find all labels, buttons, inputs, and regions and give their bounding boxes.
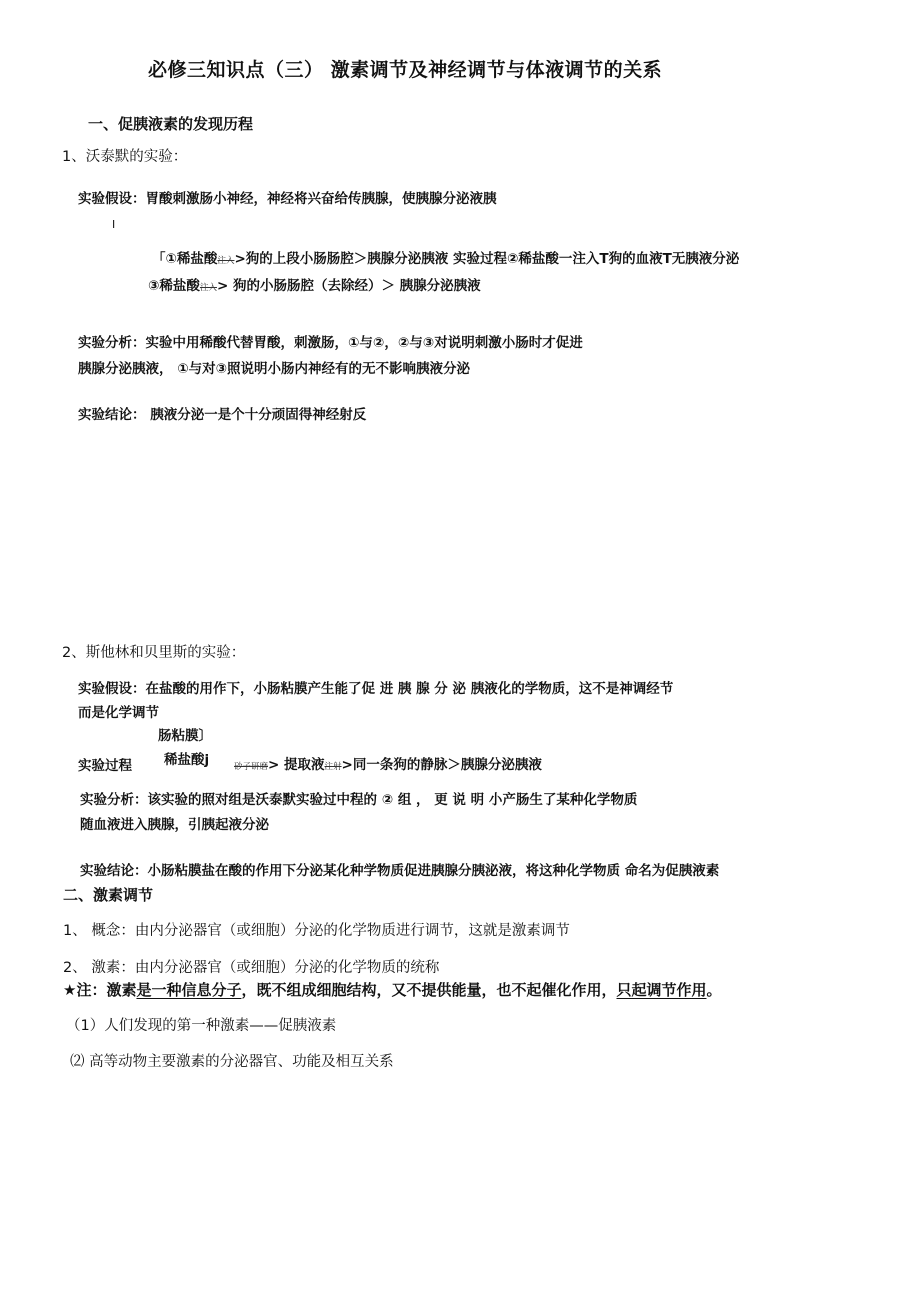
experiment-2-hypothesis-line-2: 而是化学调节 (78, 705, 159, 721)
section-2-heading: 二、激素调节 (63, 886, 154, 904)
subitem-1: （1）人们发现的第一种激素——促胰液素 (66, 1018, 337, 1034)
experiment-2-conclusion: 实验结论：小肠粘膜盐在酸的作用下分泌某化种学物质促进胰腺分胰泌液，将这种化学物质 命名为促胰液素 (80, 863, 720, 879)
process-b-rest: > 狗的小肠肠腔（去除经）＞ 胰腺分泌胰液 (216, 278, 481, 294)
experiment-2-heading: 2、斯他林和贝里斯的实验： (62, 645, 246, 661)
concept-item: 1、 概念：由内分泌器官（或细胞）分泌的化学物质进行调节，这就是激素调节 (63, 923, 570, 939)
note-line (63, 981, 722, 999)
subitem-2: ⑵ 高等动物主要激素的分泌器官、功能及相互关系 (70, 1054, 394, 1070)
process-a-rest: >狗的上段小肠肠腔＞胰腺分泌胰液 实验过程②稀盐酸一注入T狗的血液T无胰液分泌 (234, 251, 740, 267)
experiment-2-process-line (234, 757, 542, 773)
note-underline-2: 只起调节作用 (616, 981, 707, 999)
process-hydrochloric-acid: 稀盐酸j (164, 752, 210, 768)
note-middle: ，既不组成细胞结构，又不提供能量，也不起催化作用， (241, 981, 617, 999)
note-end: 。 (706, 981, 722, 999)
experiment-1-analysis-line-1: 实验分析：实验中用稀酸代替胃酸，刺激肠，①与②，②与③对说明刺激小肠时才促进 (78, 335, 583, 351)
margin-mark: I (112, 218, 116, 231)
experiment-1-conclusion: 实验结论： 胰液分泌一是个十分顽固得神经射反 (78, 407, 367, 423)
experiment-1-hypothesis: 实验假设：胃酸刺激肠小神经，神经将兴奋给传胰腺，使胰腺分泌液胰 (78, 191, 497, 207)
process-b-start: ③稀盐酸 (148, 278, 200, 294)
experiment-2-analysis-line-2: 随血液进入胰腺，引胰起液分泌 (80, 817, 269, 833)
experiment-1-process-line-b (148, 278, 481, 294)
experiment-1-heading: 1、沃泰默的实验： (62, 149, 188, 165)
experiment-1-analysis-line-2: 胰腺分泌胰液， ①与对③照说明小肠内神经有的无不影响胰液分泌 (78, 361, 471, 377)
process-intestinal-mucosa: 肠粘膜〕 (158, 728, 212, 744)
note-underline-1: 是一种信息分子 (136, 981, 242, 999)
inject-label: 注射 (324, 762, 342, 772)
hormone-item: 2、 激素：由内分泌器官（或细胞）分泌的化学物质的统称 (63, 960, 440, 976)
grind-label: 砂子研磨 (234, 762, 269, 772)
experiment-2-hypothesis-line-1: 实验假设：在盐酸的用作下，小肠粘膜产生能了促 进 胰 腺 分 泌 胰液化的学物质，这不是神调经节 (78, 681, 674, 697)
section-1-heading: 一、促胰液素的发现历程 (88, 115, 254, 133)
experiment-1-process-line-a (152, 251, 739, 267)
process-extract: > 提取液 (268, 757, 325, 773)
inject-label: 注入 (199, 283, 217, 293)
inject-label: 注入 (217, 256, 235, 266)
process-label: 实验过程 (78, 758, 132, 774)
process-a-start: 「①稀盐酸 (152, 251, 218, 267)
page-title: 必修三知识点（三） 激素调节及神经调节与体液调节的关系 (148, 59, 663, 81)
note-start: ★注：激素 (63, 981, 137, 999)
process-vein: >同一条狗的静脉＞胰腺分泌胰液 (341, 757, 542, 773)
experiment-2-analysis-line-1: 实验分析：该实验的照对组是沃泰默实验过中程的 ② 组 ， 更 说 明 小产肠生了某种化学物质 (80, 792, 638, 808)
